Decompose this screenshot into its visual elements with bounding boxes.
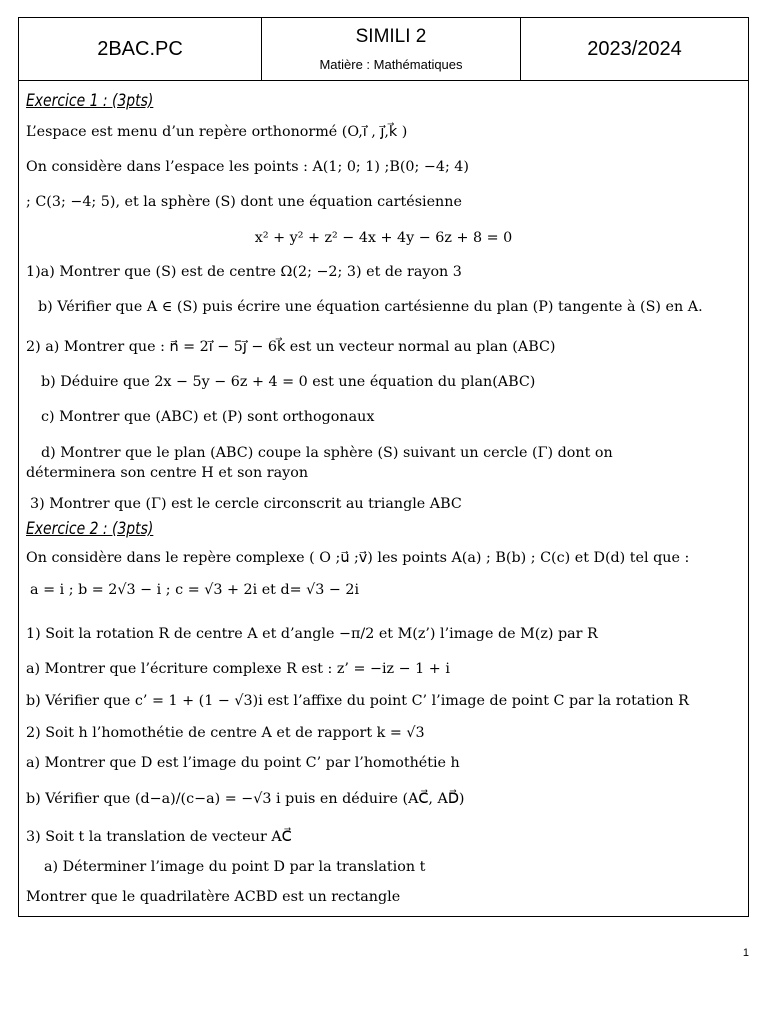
ex2-line: On considère dans le repère complexe ( O ;u⃗ ;v⃗) les points A(a) ; B(b) ; C(c) et D(d) tel que : xyxy=(26,550,690,566)
ex2-line: 3) Soit t la translation de vecteur AC⃗ xyxy=(26,829,292,845)
class-label: 2BAC.PC xyxy=(97,37,183,60)
subject-label: Matière : Mathématiques xyxy=(319,57,463,72)
header-table xyxy=(18,17,749,81)
ex1-line: d) Montrer que le plan (ABC) coupe la sphère (S) suivant un cercle (Γ) dont on xyxy=(41,445,613,461)
page-number: 1 xyxy=(742,947,749,959)
title-cell xyxy=(262,18,521,80)
exam-content xyxy=(18,81,749,917)
ex2-line: 1) Soit la rotation R de centre A et d’angle −π/2 et M(z’) l’image de M(z) par R xyxy=(26,626,598,642)
ex1-line: On considère dans l’espace les points : A(1; 0; 1) ;B(0; −4; 4) xyxy=(26,159,469,175)
ex1-line: déterminera son centre H et son rayon xyxy=(26,465,309,481)
ex1-line: b) Déduire que 2x − 5y − 6z + 4 = 0 est une équation du plan(ABC) xyxy=(41,374,536,390)
ex1-line: ; C(3; −4; 5), et la sphère (S) dont une équation cartésienne xyxy=(26,194,462,210)
ex2-line: a = i ; b = 2√3 − i ; c = √3 + 2i et d= √3 − 2i xyxy=(30,582,360,598)
sphere-equation: x² + y² + z² − 4x + 4y − 6z + 8 = 0 xyxy=(254,230,513,246)
ex2-line: a) Montrer que l’écriture complexe R est : z’ = −iz − 1 + i xyxy=(26,661,450,677)
ex2-line: b) Vérifier que c’ = 1 + (1 − √3)i est l’affixe du point C’ l’image de point C par la rotation R xyxy=(26,693,689,709)
ex1-line: 2) a) Montrer que : n⃗ = 2i⃗ − 5j⃗ − 6k⃗ est un vecteur normal au plan (ABC) xyxy=(26,339,556,355)
school-year: 2023/2024 xyxy=(587,37,682,60)
ex1-line: 3) Montrer que (Γ) est le cercle circonscrit au triangle ABC xyxy=(30,496,462,512)
ex1-line: c) Montrer que (ABC) et (P) sont orthogonaux xyxy=(41,409,375,425)
ex1-line: b) Vérifier que A ∈ (S) puis écrire une équation cartésienne du plan (P) tangente à (S) en A. xyxy=(38,299,703,315)
year-cell xyxy=(521,18,748,80)
exercise2-title: Exercice 2 : (3pts) xyxy=(26,519,154,539)
ex2-line: b) Vérifier que (d−a)/(c−a) = −√3 i puis en déduire (AC⃗, AD⃗) xyxy=(26,791,465,807)
class-cell xyxy=(19,18,262,80)
exercise1-title: Exercice 1 : (3pts) xyxy=(26,91,154,111)
ex1-line: 1)a) Montrer que (S) est de centre Ω(2; −2; 3) et de rayon 3 xyxy=(26,264,462,280)
ex2-line: 2) Soit h l’homothétie de centre A et de rapport k = √3 xyxy=(26,725,425,741)
exam-title: SIMILI 2 xyxy=(355,26,427,47)
ex2-line: a) Montrer que D est l’image du point C’ par l’homothétie h xyxy=(26,755,460,771)
ex2-line: a) Déterminer l’image du point D par la translation t xyxy=(44,859,426,875)
ex2-line: Montrer que le quadrilatère ACBD est un rectangle xyxy=(26,889,401,905)
ex1-line: L’espace est menu d’un repère orthonormé (O,i⃗ , j⃗,k⃗ ) xyxy=(26,124,408,140)
